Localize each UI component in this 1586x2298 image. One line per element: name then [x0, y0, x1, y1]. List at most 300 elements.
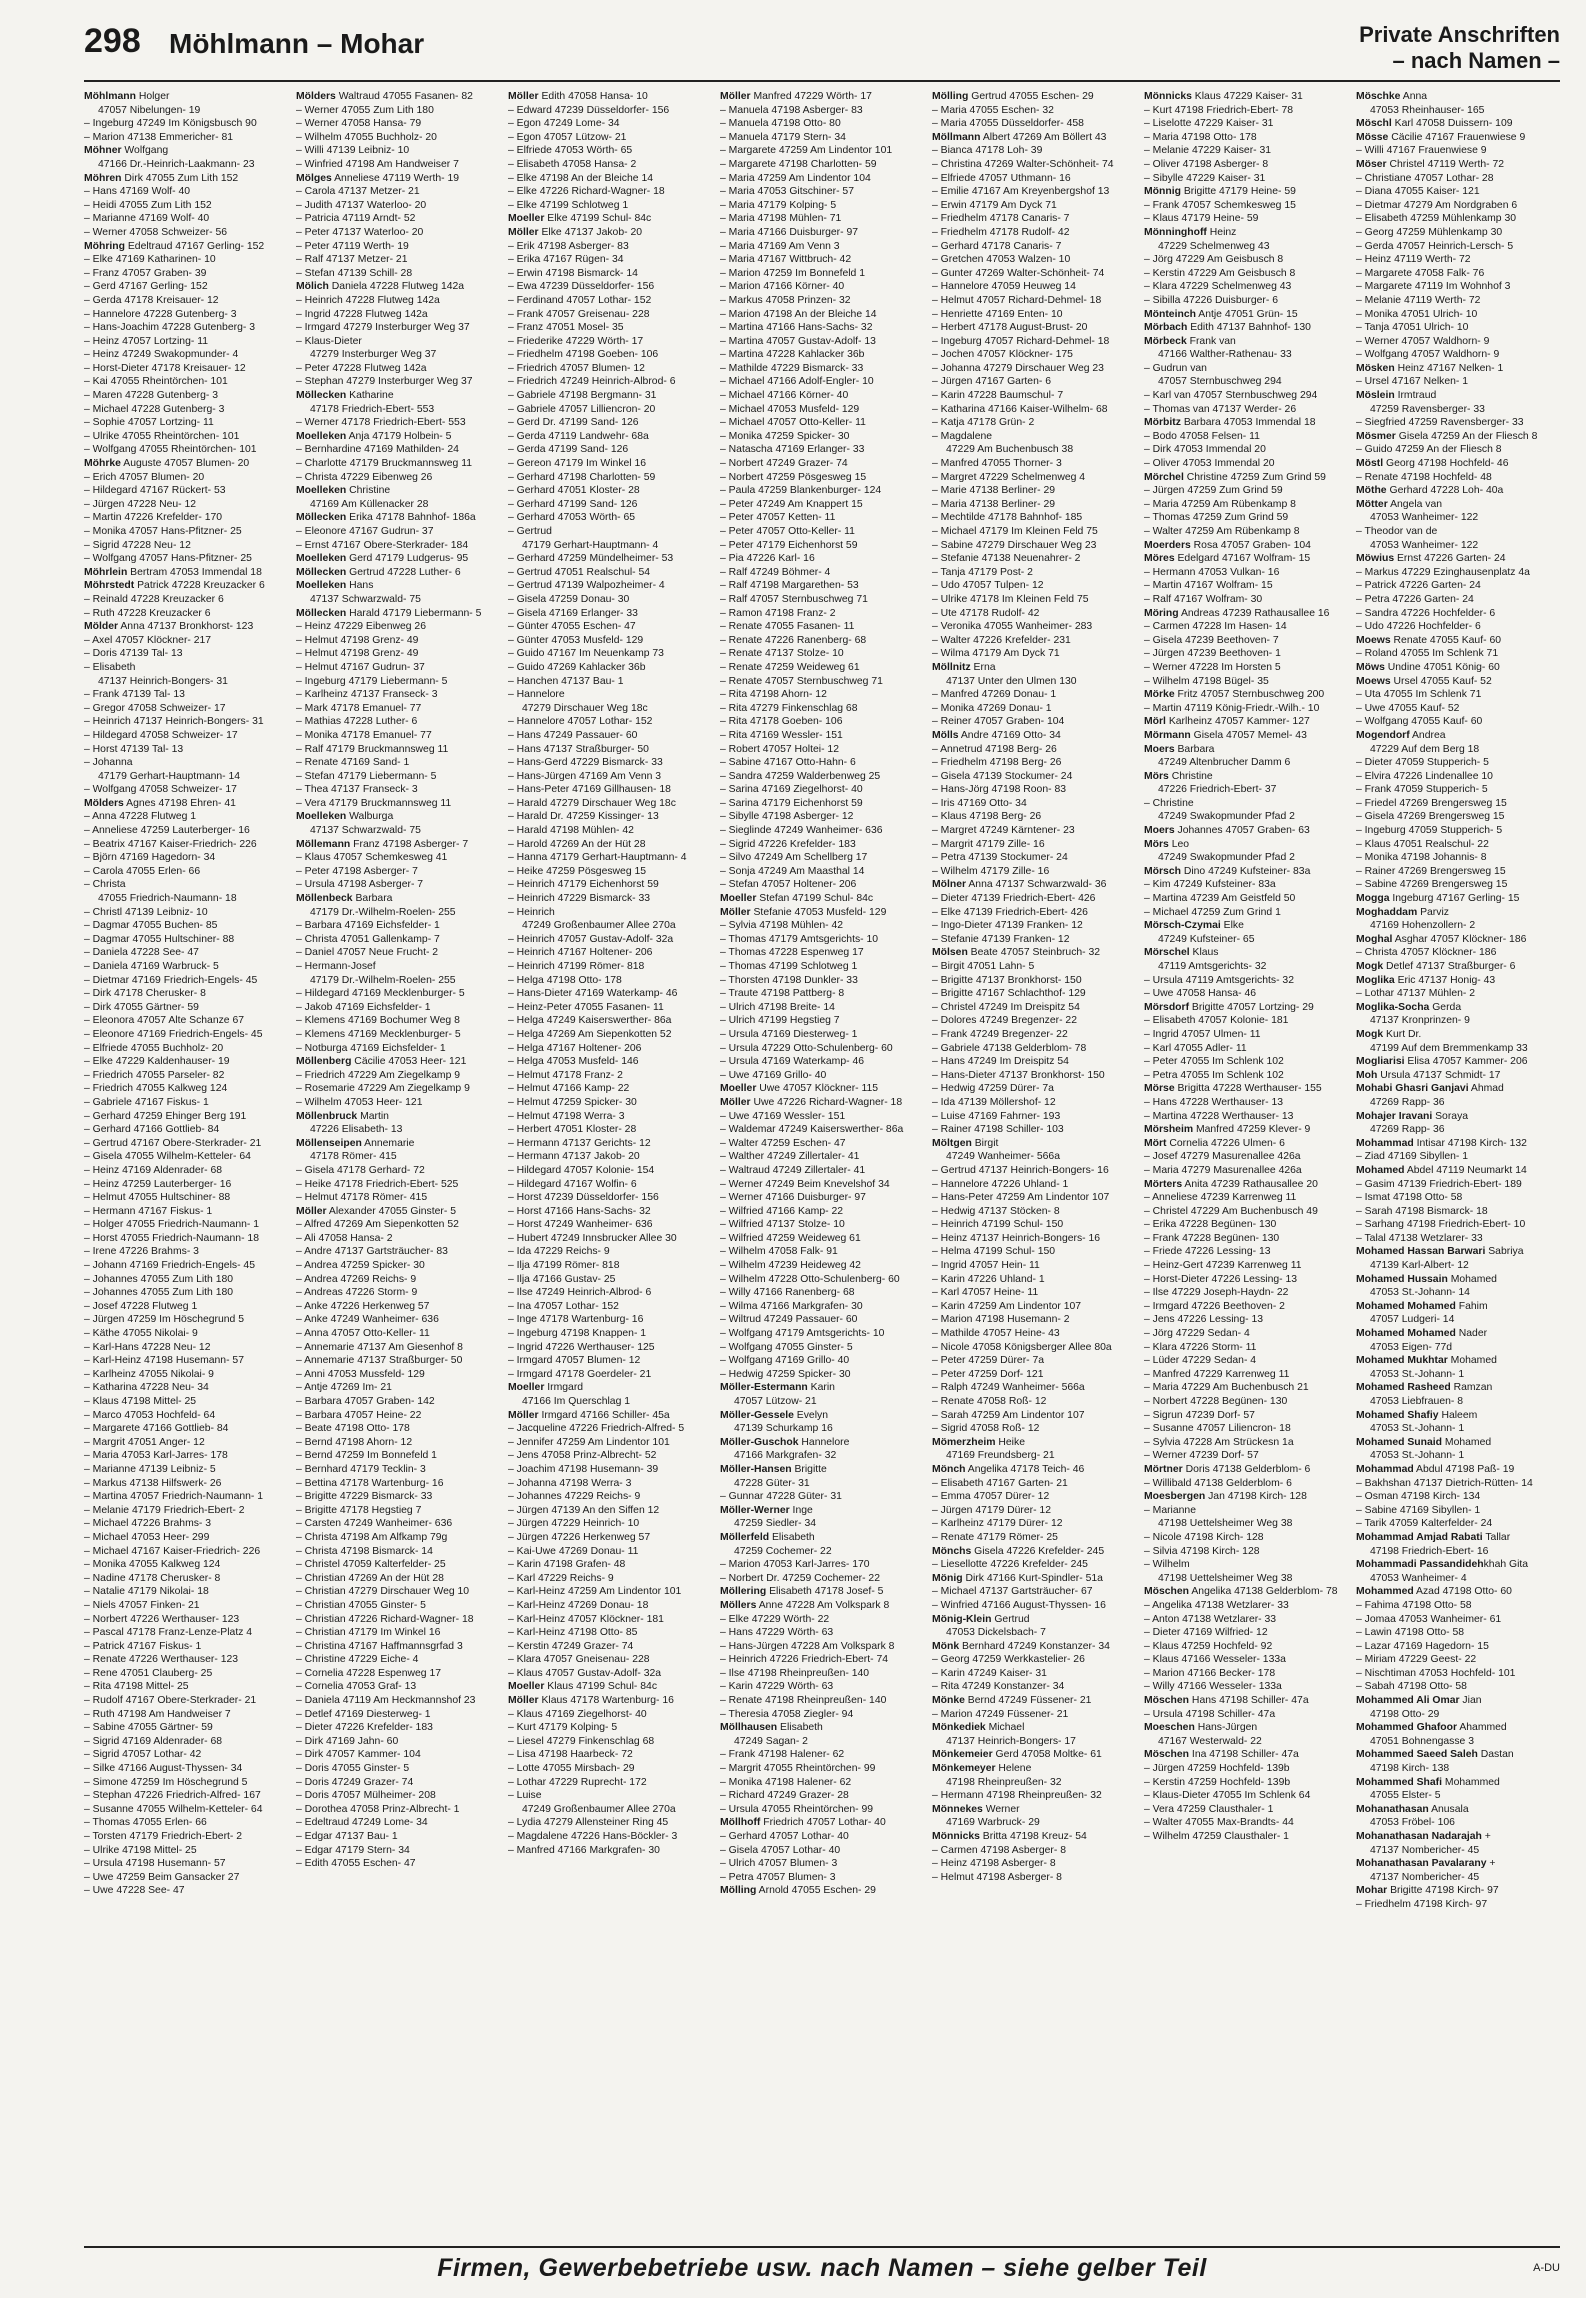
directory-entry — [720, 702, 924, 716]
directory-entry — [932, 240, 1136, 254]
entry-details: – Erich 47057 Blumen- 20 — [84, 471, 205, 483]
directory-entry — [84, 1381, 288, 1395]
entry-details: Bernhard 47249 Konstanzer- 34 — [959, 1640, 1110, 1652]
directory-entry — [296, 267, 500, 281]
directory-entry — [720, 1245, 924, 1259]
entry-details: – Georg 47259 Mühlenkamp 30 — [1356, 226, 1503, 238]
directory-entry — [1356, 1178, 1560, 1192]
entry-details: – Ralf 47137 Metzer- 21 — [296, 254, 408, 266]
entry-details: – Birgit 47051 Lahn- 5 — [932, 961, 1035, 972]
entry-surname: Mönig-Klein — [932, 1613, 992, 1625]
entry-details: Edith 47058 Hansa- 10 — [538, 91, 648, 102]
entry-details: Franz 47198 Asberger- 7 — [350, 838, 469, 850]
directory-entry — [720, 878, 924, 892]
directory-entry — [508, 1721, 712, 1735]
entry-details: – Maria 47229 Am Buchenbusch 21 — [1144, 1382, 1309, 1394]
entry-details: – Hans-Joachim 47228 Gutenberg- 3 — [84, 322, 255, 334]
entry-details: – Ulrich 47199 Hegstieg 7 — [720, 1015, 840, 1027]
directory-entry — [508, 1477, 712, 1491]
directory-entry — [932, 539, 1136, 553]
entry-surname: Mohammad Amjad Rabati — [1356, 1531, 1483, 1543]
directory-entry — [1356, 1884, 1560, 1898]
entry-details: – Werner 47249 Beim Knevelshof 34 — [720, 1178, 890, 1190]
entry-details: – Jürgen 47179 Dürer- 12 — [932, 1504, 1051, 1516]
directory-entry — [1356, 104, 1560, 118]
directory-entry — [720, 348, 924, 362]
directory-entry — [84, 1178, 288, 1192]
directory-entry — [296, 1762, 500, 1776]
entry-details: – Thomas 47259 Zum Grind 59 — [1144, 512, 1289, 524]
entry-details: Edith 47137 Bahnhof- 130 — [1187, 322, 1311, 334]
entry-details: – Carmen 47228 Im Hasen- 14 — [1144, 621, 1287, 633]
directory-entry — [1144, 471, 1348, 485]
entry-details: – Elfriede 47053 Wörth- 65 — [508, 145, 633, 157]
directory-entry — [932, 212, 1136, 226]
entry-surname: Moers — [1144, 743, 1175, 755]
entry-details: Gertrud 47055 Eschen- 29 — [968, 91, 1094, 102]
entry-details: – Gerd Dr. 47199 Sand- 126 — [508, 417, 639, 429]
entry-details: 47167 Westerwald- 22 — [1158, 1735, 1262, 1747]
directory-entry — [720, 199, 924, 213]
entry-details: – Edeltraud 47249 Lome- 34 — [296, 1817, 428, 1829]
entry-details: – Eleonore 47169 Friedrich-Engels- 45 — [84, 1028, 263, 1040]
entry-details: Klaus 47229 Kaiser- 31 — [1191, 91, 1303, 102]
entry-surname: Mohajer Iravani — [1356, 1110, 1433, 1122]
directory-entry — [720, 933, 924, 947]
directory-entry — [1144, 552, 1348, 566]
entry-details: – Elke 47226 Richard-Wagner- 18 — [508, 186, 665, 198]
directory-entry — [720, 1653, 924, 1667]
entry-details: – Harald 47279 Dirschauer Weg 18c — [508, 797, 676, 809]
entry-details: – Bernhardine 47169 Mathilden- 24 — [296, 444, 459, 456]
directory-entry — [508, 158, 712, 172]
directory-entry — [932, 280, 1136, 294]
directory-entry — [1144, 1721, 1348, 1735]
entry-details: Christel 47119 Werth- 72 — [1386, 158, 1505, 170]
directory-entry — [508, 1205, 712, 1219]
entry-details: – Norbert 47228 Begünen- 130 — [1144, 1396, 1288, 1407]
entry-details: Holger — [135, 91, 170, 102]
entry-details: – Klaus 47169 Ziegelhorst- 40 — [508, 1708, 647, 1720]
directory-entry — [508, 484, 712, 498]
directory-entry — [720, 294, 924, 308]
entry-details: – Elke 47198 An der Bleiche 14 — [508, 172, 653, 184]
entry-details: – Friedrich 47057 Blumen- 12 — [508, 362, 645, 374]
entry-details: – Heinz 47169 Aldenrader- 68 — [84, 1164, 223, 1176]
entry-details: – Ewa 47239 Düsseldorfer- 156 — [508, 281, 655, 293]
directory-entry — [1144, 1395, 1348, 1409]
directory-entry — [508, 1259, 712, 1273]
entry-details: – Ralf 47057 Sternbuschweg 71 — [720, 593, 868, 605]
directory-entry — [932, 457, 1136, 471]
entry-details: – Ingrid 47228 Flutweg 142a — [296, 308, 428, 320]
entry-details: Gertrud — [991, 1613, 1030, 1625]
entry-details: – Friedhelm 47198 Berg- 26 — [932, 757, 1062, 769]
entry-details: – Cornelia 47228 Espenweg 17 — [296, 1667, 441, 1679]
entry-details: 47228 Güter- 31 — [734, 1477, 810, 1489]
entry-details: – Wilhelm 47198 Bügel- 35 — [1144, 675, 1269, 687]
entry-surname: Mötter — [1356, 498, 1388, 510]
entry-details: – Irmgard 47057 Blumen- 12 — [508, 1355, 641, 1367]
entry-details: – Monika 47269 Donau- 1 — [932, 702, 1052, 714]
directory-entry — [1356, 1164, 1560, 1178]
directory-entry — [932, 593, 1136, 607]
entry-details: Gisela 47226 Krefelder- 245 — [971, 1545, 1105, 1557]
entry-details: – Oliver 47198 Asberger- 8 — [1144, 158, 1269, 170]
entry-details: – Kai 47055 Rheintörchen- 101 — [84, 376, 228, 388]
entry-details: – Theodor van de — [1356, 526, 1438, 537]
entry-details: – Rainer 47269 Brengersweg 15 — [1356, 865, 1506, 877]
entry-details: Ramzan — [1450, 1382, 1493, 1394]
directory-entry — [720, 335, 924, 349]
entry-details: – Norbert 47226 Werthauser- 123 — [84, 1613, 240, 1625]
entry-details: – Frank 47059 Stupperich- 5 — [1356, 784, 1488, 796]
entry-surname: Moelleken — [296, 811, 347, 823]
directory-entry — [1144, 1680, 1348, 1694]
directory-entry — [1356, 1218, 1560, 1232]
directory-entry — [1144, 403, 1348, 417]
entry-details: Britta 47198 Kreuz- 54 — [979, 1831, 1087, 1842]
entry-details: – Michael 47226 Brahms- 3 — [84, 1518, 212, 1530]
directory-entry — [1356, 620, 1560, 634]
directory-entry — [508, 117, 712, 131]
entry-details: – Christel 47059 Kalterfelder- 25 — [296, 1559, 446, 1571]
entry-details: – Fahima 47198 Otto- 58 — [1356, 1599, 1472, 1611]
entry-details: Gerhard 47228 Loh- 40a — [1386, 485, 1504, 497]
entry-surname: Möllhoff — [720, 1817, 761, 1829]
directory-entry — [1356, 1558, 1560, 1572]
entry-details: Uwe 47226 Richard-Wagner- 18 — [750, 1096, 903, 1108]
entry-details: – Kurt 47179 Kolping- 5 — [508, 1722, 618, 1734]
directory-entry — [1144, 1640, 1348, 1654]
directory-entry — [1144, 1816, 1348, 1830]
entry-details: – Dieter 47059 Stupperich- 5 — [1356, 757, 1489, 769]
directory-entry — [1356, 1245, 1560, 1259]
entry-details: – Marion 47138 Emmericher- 81 — [84, 131, 234, 143]
directory-entry — [84, 1558, 288, 1572]
entry-details: – Heinrich 47167 Holtener- 206 — [508, 947, 653, 959]
entry-details: – Klaus 47259 Hochfeld- 92 — [1144, 1640, 1273, 1652]
entry-details: – Stephan 47279 Insterburger Weg 37 — [296, 376, 473, 388]
entry-details: – Carola 47137 Metzer- 21 — [296, 186, 420, 198]
directory-entry — [720, 851, 924, 865]
entry-details: – Rudolf 47167 Obere-Sterkrader- 21 — [84, 1695, 257, 1707]
directory-entry — [1356, 987, 1560, 1001]
entry-details: – Gertrud 47139 Walpozheimer- 4 — [508, 580, 665, 592]
directory-entry — [296, 117, 500, 131]
entry-details: – Daniela 47119 Am Heckmannshof 23 — [296, 1695, 476, 1707]
entry-details: – Gabriele 47198 Bergmann- 31 — [508, 390, 657, 402]
entry-details: 47198 Uettelsheimer Weg 38 — [1158, 1518, 1293, 1530]
directory-entry — [932, 756, 1136, 770]
directory-entry — [84, 443, 288, 457]
entry-details: – Monika 47055 Kalkweg 124 — [84, 1559, 221, 1571]
entry-details: 47229 Schelmenweg 43 — [1158, 240, 1270, 252]
entry-details: – Ursula 47198 Schiller- 47a — [1144, 1708, 1276, 1720]
entry-details: – Luise 47169 Fahrner- 193 — [932, 1110, 1061, 1122]
entry-details: – Ursula 47119 Amtsgerichts- 32 — [1144, 974, 1294, 986]
entry-surname: Möllers — [720, 1599, 757, 1611]
entry-surname: Mohamed Hussain — [1356, 1273, 1448, 1285]
directory-entry — [1356, 308, 1560, 322]
entry-details: – Wolfgang 47057 Hans-Pfitzner- 25 — [84, 553, 252, 565]
entry-details: – Friedhelm 47198 Kirch- 97 — [1356, 1898, 1488, 1910]
entry-surname: Mörs — [1144, 838, 1169, 850]
entry-details: – Hermann-Josef — [296, 961, 376, 972]
entry-details: Arnold 47055 Eschen- 29 — [756, 1885, 876, 1897]
entry-surname: Mönnekes — [932, 1803, 983, 1815]
entry-surname: Mohamed Mohamed — [1356, 1300, 1456, 1312]
entry-details: – Christa — [84, 879, 126, 891]
entry-surname: Mölder — [84, 621, 119, 633]
entry-details: – Heinz 47229 Eibenweg 26 — [296, 621, 426, 633]
directory-entry — [720, 783, 924, 797]
entry-surname: Mölges — [296, 172, 332, 184]
directory-entry — [508, 1327, 712, 1341]
entry-details: 47169 Warbruck- 29 — [946, 1817, 1040, 1829]
directory-entry — [1356, 1898, 1560, 1912]
directory-entry — [932, 783, 1136, 797]
entry-details: – Jürgen 47139 An den Siffen 12 — [508, 1504, 660, 1516]
entry-details: – Heinz-Peter 47055 Fasanen- 11 — [508, 1001, 664, 1013]
directory-entry — [508, 1273, 712, 1287]
directory-entry — [508, 267, 712, 281]
directory-entry — [296, 1381, 500, 1395]
directory-entry — [508, 620, 712, 634]
entry-details: – Marion 47166 Körner- 40 — [720, 281, 845, 293]
directory-entry — [508, 1762, 712, 1776]
entry-surname: Mömerzheim — [932, 1436, 996, 1448]
entry-details: 47249 Swakopmunder Pfad 2 — [1158, 852, 1295, 864]
directory-entry — [508, 199, 712, 213]
entry-details: 47053 St.-Johann- 1 — [1370, 1368, 1465, 1380]
directory-entry — [508, 933, 712, 947]
entry-details: – Hanna 47179 Gerhart-Hauptmann- 4 — [508, 852, 687, 864]
directory-entry — [932, 1123, 1136, 1137]
directory-entry — [1144, 1245, 1348, 1259]
entry-details: – Helmut 47259 Spicker- 30 — [508, 1096, 637, 1108]
section-title — [1359, 22, 1560, 74]
entry-details: Gisela 47057 Memel- 43 — [1190, 729, 1307, 741]
entry-details: – Wilhelm 47259 Clausthaler- 1 — [1144, 1831, 1289, 1842]
directory-entry — [1356, 212, 1560, 226]
entry-surname: Möllecken — [296, 607, 347, 619]
directory-entry — [296, 838, 500, 852]
entry-details: – Kerstin 47229 Am Geisbusch 8 — [1144, 267, 1296, 279]
entry-details: – Doris 47055 Ginster- 5 — [296, 1763, 410, 1775]
directory-entry — [508, 185, 712, 199]
entry-details: – Christa 47198 Bismarck- 14 — [296, 1545, 433, 1557]
directory-entry — [1356, 688, 1560, 702]
page-number: 298 — [84, 22, 141, 60]
entry-details: – Maria 47055 Düsseldorfer- 458 — [932, 118, 1084, 130]
entry-details: Angela van — [1387, 498, 1443, 510]
directory-entry — [84, 104, 288, 118]
directory-entry — [720, 1150, 924, 1164]
entry-details: Haleem — [1438, 1409, 1478, 1421]
entry-surname: Möhrke — [84, 458, 121, 470]
entry-details: – Wiltrud 47249 Passauer- 60 — [720, 1314, 858, 1326]
entry-details: – Edith 47055 Eschen- 47 — [296, 1858, 416, 1870]
entry-details: – Gabriele 47167 Fiskus- 1 — [84, 1096, 209, 1108]
directory-entry — [296, 1585, 500, 1599]
directory-entry — [932, 647, 1136, 661]
directory-entry — [932, 1341, 1136, 1355]
directory-entry — [1144, 1776, 1348, 1790]
directory-entry — [1356, 226, 1560, 240]
entry-surname: Möschen — [1144, 1695, 1190, 1707]
entry-details: – Johannes 47229 Reichs- 9 — [508, 1491, 641, 1503]
directory-entry — [932, 348, 1136, 362]
directory-entry — [296, 1245, 500, 1259]
entry-details: 47057 Sternbuschweg 294 — [1158, 376, 1282, 388]
directory-entry — [508, 797, 712, 811]
directory-entry — [84, 389, 288, 403]
directory-entry — [932, 1327, 1136, 1341]
entry-surname: Mörtner — [1144, 1463, 1183, 1475]
entry-details: – Ute 47178 Rudolf- 42 — [932, 607, 1040, 619]
entry-details: – Manuela 47198 Otto- 80 — [720, 118, 841, 130]
directory-entry — [720, 1640, 924, 1654]
entry-details: – Melanie 47119 Werth- 72 — [1356, 294, 1481, 306]
directory-entry — [296, 498, 500, 512]
directory-entry — [1356, 1463, 1560, 1477]
directory-entry — [508, 1572, 712, 1586]
directory-entry — [1144, 1422, 1348, 1436]
entry-surname: Mönke — [932, 1695, 965, 1707]
directory-entry — [84, 770, 288, 784]
directory-entry — [296, 987, 500, 1001]
entry-details: – Marianne — [1144, 1504, 1196, 1516]
directory-entry — [932, 1178, 1136, 1192]
directory-entry — [84, 294, 288, 308]
directory-entry — [932, 675, 1136, 689]
entry-details: – Carmen 47198 Asberger- 8 — [932, 1844, 1067, 1856]
directory-entry — [932, 1096, 1136, 1110]
directory-entry — [508, 987, 712, 1001]
directory-entry — [1356, 1191, 1560, 1205]
directory-entry — [720, 987, 924, 1001]
directory-entry — [1144, 430, 1348, 444]
directory-entry — [1144, 579, 1348, 593]
entry-details: – Sabah 47198 Otto- 58 — [1356, 1681, 1467, 1693]
directory-entry — [932, 1844, 1136, 1858]
directory-entry — [720, 946, 924, 960]
entry-details: – Peter 47119 Werth- 19 — [296, 240, 409, 252]
entry-details: – Klemens 47169 Bochumer Weg 8 — [296, 1015, 460, 1027]
entry-details: Anna — [1400, 91, 1428, 102]
entry-details: – Heinrich 47226 Friedrich-Ebert- 74 — [720, 1654, 889, 1666]
entry-details: Leo — [1168, 838, 1190, 850]
entry-details: 47198 Uettelsheimer Weg 38 — [1158, 1572, 1293, 1584]
directory-entry — [720, 1463, 924, 1477]
directory-entry — [1356, 1626, 1560, 1640]
directory-entry — [932, 1273, 1136, 1287]
directory-entry — [84, 1653, 288, 1667]
directory-entry — [296, 1640, 500, 1654]
entry-details: 47166 Im Querschlag 1 — [522, 1396, 631, 1407]
entry-details: – Werner 47239 Dorf- 57 — [1144, 1450, 1259, 1462]
directory-entry — [296, 1721, 500, 1735]
entry-details: 47179 Gerhart-Hauptmann- 14 — [98, 770, 241, 782]
directory-entry — [720, 1205, 924, 1219]
directory-entry — [84, 498, 288, 512]
directory-entry — [720, 1191, 924, 1205]
entry-details: Patrick 47228 Kreuzacker 6 — [134, 580, 265, 592]
directory-entry — [720, 647, 924, 661]
entry-details: – Lotte 47055 Mirsbach- 29 — [508, 1763, 635, 1775]
entry-surname: Moglika — [1356, 974, 1395, 986]
entry-details: – Gasim 47139 Friedrich-Ebert- 189 — [1356, 1178, 1522, 1190]
directory-entry — [1356, 90, 1560, 104]
directory-entry — [296, 308, 500, 322]
directory-entry — [296, 1123, 500, 1137]
directory-entry — [932, 1721, 1136, 1735]
directory-entry — [932, 1164, 1136, 1178]
directory-entry — [296, 416, 500, 430]
directory-entry — [296, 1789, 500, 1803]
entry-details: – Elvira 47226 Lindenallee 10 — [1356, 770, 1493, 782]
entry-details: Mohamed — [1447, 1355, 1497, 1367]
directory-entry — [1144, 797, 1348, 811]
entry-details: – Carola 47055 Erlen- 66 — [84, 865, 201, 877]
entry-details: 47053 Wanheimer- 122 — [1370, 539, 1479, 551]
directory-entry — [932, 294, 1136, 308]
directory-entry — [932, 416, 1136, 430]
directory-entry — [508, 756, 712, 770]
directory-entry — [1144, 1653, 1348, 1667]
directory-entry — [508, 90, 712, 104]
directory-entry — [720, 1830, 924, 1844]
entry-details: – Maria 47138 Berliner- 29 — [932, 498, 1056, 510]
directory-entry — [932, 946, 1136, 960]
entry-details: Elke 47199 Schul- 84c — [544, 213, 652, 225]
directory-entry — [720, 1232, 924, 1246]
directory-entry — [720, 267, 924, 281]
entry-details: – Friedrich 47249 Heinrich-Albrod- 6 — [508, 376, 676, 388]
entry-details: – Gisela 47055 Wilhelm-Ketteler- 64 — [84, 1151, 251, 1163]
entry-details: – Dagmar 47055 Hultschiner- 88 — [84, 933, 235, 945]
entry-details: – Doris 47249 Grazer- 74 — [296, 1776, 414, 1788]
entry-details: – Gerda 47119 Landwehr- 68a — [508, 430, 649, 442]
entry-details: – Hildegard 47057 Kolonie- 154 — [508, 1164, 655, 1176]
directory-entry — [508, 1585, 712, 1599]
entry-details: – Thomas 47055 Erlen- 66 — [84, 1817, 207, 1829]
entry-details: – Erika 47228 Begünen- 130 — [1144, 1219, 1277, 1231]
entry-surname: Mönkediek — [932, 1722, 986, 1734]
directory-entry — [84, 1463, 288, 1477]
directory-entry — [84, 579, 288, 593]
directory-entry — [296, 539, 500, 553]
directory-entry — [932, 1517, 1136, 1531]
section-title-line1: Private Anschriften — [1359, 22, 1560, 47]
directory-entry — [1356, 539, 1560, 553]
entry-details: – Monika 47259 Spicker- 30 — [720, 430, 850, 442]
directory-entry — [296, 443, 500, 457]
entry-details: – Karl 47229 Reichs- 9 — [508, 1572, 614, 1584]
entry-details: 47178 Friedrich-Ebert- 553 — [310, 403, 435, 415]
directory-entry — [84, 1069, 288, 1083]
entry-surname: Möller — [720, 1096, 751, 1108]
entry-surname: Möller — [720, 91, 751, 102]
directory-entry — [932, 1748, 1136, 1762]
directory-entry — [1356, 634, 1560, 648]
directory-entry — [1144, 90, 1348, 104]
entry-details: – Jürgen 47239 Beethoven- 1 — [1144, 648, 1281, 660]
directory-entry — [84, 919, 288, 933]
entry-details: – Ruth 47228 Kreuzacker 6 — [84, 607, 211, 619]
entry-details: – Walter 47055 Max-Brandts- 44 — [1144, 1817, 1294, 1829]
